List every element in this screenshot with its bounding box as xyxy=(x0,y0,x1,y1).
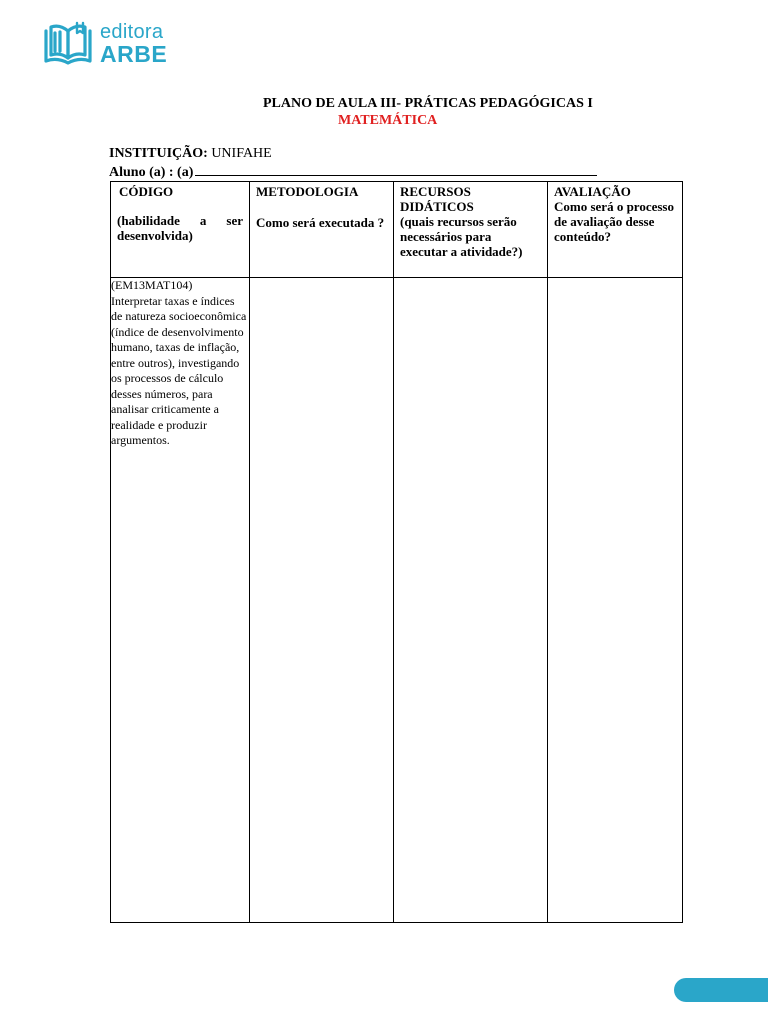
cell-avaliacao[interactable] xyxy=(548,278,683,923)
page-indicator xyxy=(674,978,768,1002)
column-subtitle: Como será executada ? xyxy=(256,215,385,230)
page-title: PLANO DE AULA III- PRÁTICAS PEDAGÓGICAS I xyxy=(263,96,593,111)
column-subtitle: (quais recursos serão necessários para executar a atividade?) xyxy=(400,214,523,259)
cell-recursos[interactable] xyxy=(394,278,548,923)
column-header-recursos xyxy=(394,182,548,278)
skill-code: (EM13MAT104) xyxy=(111,278,193,292)
brand-name xyxy=(100,22,167,66)
page-subtitle: MATEMÁTICA xyxy=(338,113,438,128)
column-subtitle: (habilidade a ser desenvolvida) xyxy=(117,213,243,243)
institution-value: UNIFAHE xyxy=(211,146,272,161)
table-header-row xyxy=(111,182,683,278)
brand-name-line2: ARBE xyxy=(100,41,168,67)
student-name-field[interactable] xyxy=(195,163,597,176)
column-header-codigo xyxy=(111,182,250,278)
column-title: AVALIAÇÃO xyxy=(554,184,631,199)
column-title: RECURSOS DIDÁTICOS xyxy=(400,184,474,214)
column-header-avaliacao xyxy=(548,182,683,278)
table-row xyxy=(111,278,683,923)
institution-label: INSTITUIÇÃO: xyxy=(109,146,208,161)
brand-name-line1: editora xyxy=(100,21,164,43)
book-icon xyxy=(42,21,94,67)
student-label: Aluno (a) : (a) xyxy=(109,165,194,180)
column-title: CÓDIGO xyxy=(119,184,174,199)
brand-logo xyxy=(42,20,167,68)
lesson-plan-table xyxy=(110,181,683,923)
column-header-metodologia xyxy=(250,182,394,278)
column-title: METODOLOGIA xyxy=(256,184,359,199)
cell-codigo xyxy=(111,278,250,923)
cell-metodologia[interactable] xyxy=(250,278,394,923)
skill-description: Interpretar taxas e índices de natureza socioeconômica (índice de desenvolvimento humano, taxas de inflação, entre outros), investigando os processos de cálculo desses números, para analisar criticamente a realidade e produzir argumentos. xyxy=(111,293,247,447)
student-line xyxy=(109,163,597,181)
institution-line xyxy=(109,146,272,162)
column-subtitle: Como será o processo de avaliação desse conteúdo? xyxy=(554,199,674,244)
